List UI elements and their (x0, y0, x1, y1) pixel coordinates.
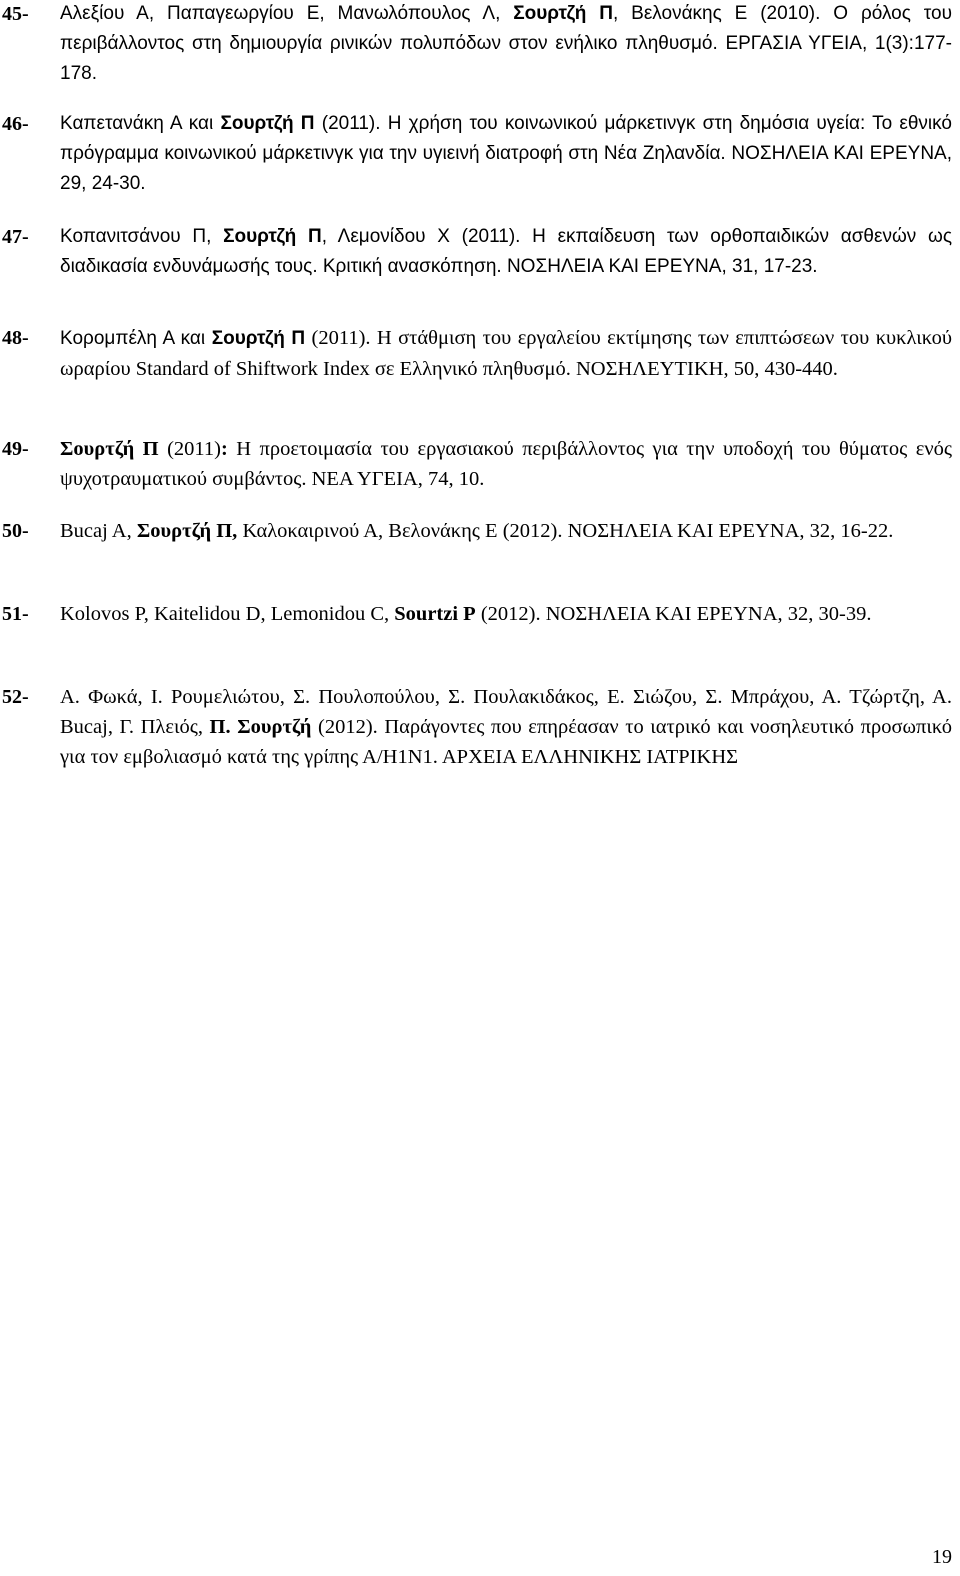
ref-segment: Καλοκαιρινού Α, Βελονάκης Ε (2012). ΝΟΣΗΛΕΙΑ ΚΑΙ ΕΡΕΥΝΑ, 32, 16-22. (237, 520, 894, 542)
ref-author-bold: Σουρτζή Π, (136, 520, 238, 542)
reference-number: 48- (2, 327, 29, 349)
reference-number: 50- (2, 520, 29, 542)
page-number: 19 (932, 1546, 952, 1568)
ref-author-bold: Σουρτζή Π (223, 226, 322, 247)
reference-text (60, 599, 952, 629)
ref-segment: , Λεμονίδου Χ (2011). Η εκπαίδευση των ορθοπαιδικών ασθενών ως διαδικασία ενδυνάμωσής τους. Κριτική ανασκόπηση. ΝΟΣΗΛΕΙΑ ΚΑΙ ΕΡΕΥΝΑ, 31, 17-23. (60, 226, 952, 277)
ref-author-bold: Σουρτζή Π (60, 438, 159, 460)
reference-number: 47- (2, 226, 29, 248)
reference-number: 52- (2, 686, 29, 708)
ref-segment: (2011) (158, 438, 221, 460)
ref-author-bold: Π. Σουρτζή (209, 716, 312, 738)
ref-segment: Η προετοιμασία του εργασιακού περιβάλλοντος για την υποδοχή του θύματος ενός ψυχοτραυματικού συμβάντος. ΝΕΑ ΥΓΕΙΑ, 74, 10. (60, 438, 952, 490)
reference-text (60, 222, 952, 282)
reference-number: 51- (2, 603, 29, 625)
reference-number: 45- (2, 3, 29, 25)
reference-text (60, 0, 952, 89)
ref-segment: (2012). ΝΟΣΗΛΕΙΑ ΚΑΙ ΕΡΕΥΝΑ, 32, 30-39. (475, 603, 872, 625)
ref-segment: (2012). Παράγοντες που επηρέασαν το ιατρικό και νοσηλευτικό προσωπικό για τον εμβολιασμό κατά της γρίπης Α/Η1Ν1. ΑΡΧΕΙΑ ΕΛΛΗΝΙΚΗΣ ΙΑΤΡΙΚΗΣ (60, 716, 952, 768)
reference-text (60, 434, 952, 494)
ref-author-bold: Sourtzi P (394, 603, 476, 625)
ref-segment: : (220, 438, 228, 460)
ref-segment: Κοπανιτσάνου Π, (60, 226, 224, 247)
ref-author-bold: Σουρτζή Π (211, 328, 306, 349)
reference-number: 49- (2, 438, 29, 460)
reference-number: 46- (2, 113, 29, 135)
ref-segment: (2011). Η χρήση του κοινωνικού μάρκετινγκ στη δημόσια υγεία: Το εθνικό πρόγραμμα κοινωνικού μάρκετινγκ για την υγιεινή διατροφή στη Νέα Ζηλανδία. ΝΟΣΗΛΕΙΑ ΚΑΙ ΕΡΕΥΝΑ, 29, 24-30. (60, 113, 952, 194)
reference-text (60, 516, 952, 546)
ref-author-bold: Σουρτζή Π (220, 113, 315, 134)
reference-text (60, 682, 952, 772)
ref-author-bold: Σουρτζή Π (513, 3, 613, 24)
reference-text (60, 323, 952, 385)
ref-segment: Αλεξίου Α, Παπαγεωργίου Ε, Μανωλόπουλος Λ, (60, 3, 514, 24)
ref-segment: Bucaj A, (60, 520, 137, 542)
ref-segment: , Βελονάκης Ε (2010). Ο ρόλος του περιβάλλοντος στη δημιουργία ρινικών πολυπόδων στον ενήλικο πληθυσμό. ΕΡΓΑΣΙΑ ΥΓΕΙΑ, 1(3):177-178. (60, 3, 952, 84)
ref-segment: Α. Φωκά, Ι. Ρουμελιώτου, Σ. Πουλοπούλου, Σ. Πουλακιδάκος, Ε. Σιώζου, Σ. Μπράχου, Α. Τζώρτζη, Α. Bucaj, Γ. Πλειός, (60, 686, 952, 738)
ref-segment: Καπετανάκη Α και (60, 113, 221, 134)
ref-segment: (2011). Η στάθμιση του εργαλείου εκτίμησης των επιπτώσεων του κυκλικού ωραρίου Standard of Shiftwork Index σε Ελληνικό πληθυσμό. ΝΟΣΗΛΕΥΤΙΚΗ, 50, 430-440. (60, 327, 952, 380)
ref-segment: Κορομπέλη Α και (60, 328, 212, 349)
ref-segment: Kolovos P, Kaitelidou D, Lemonidou C, (60, 603, 395, 625)
reference-text (60, 109, 952, 199)
